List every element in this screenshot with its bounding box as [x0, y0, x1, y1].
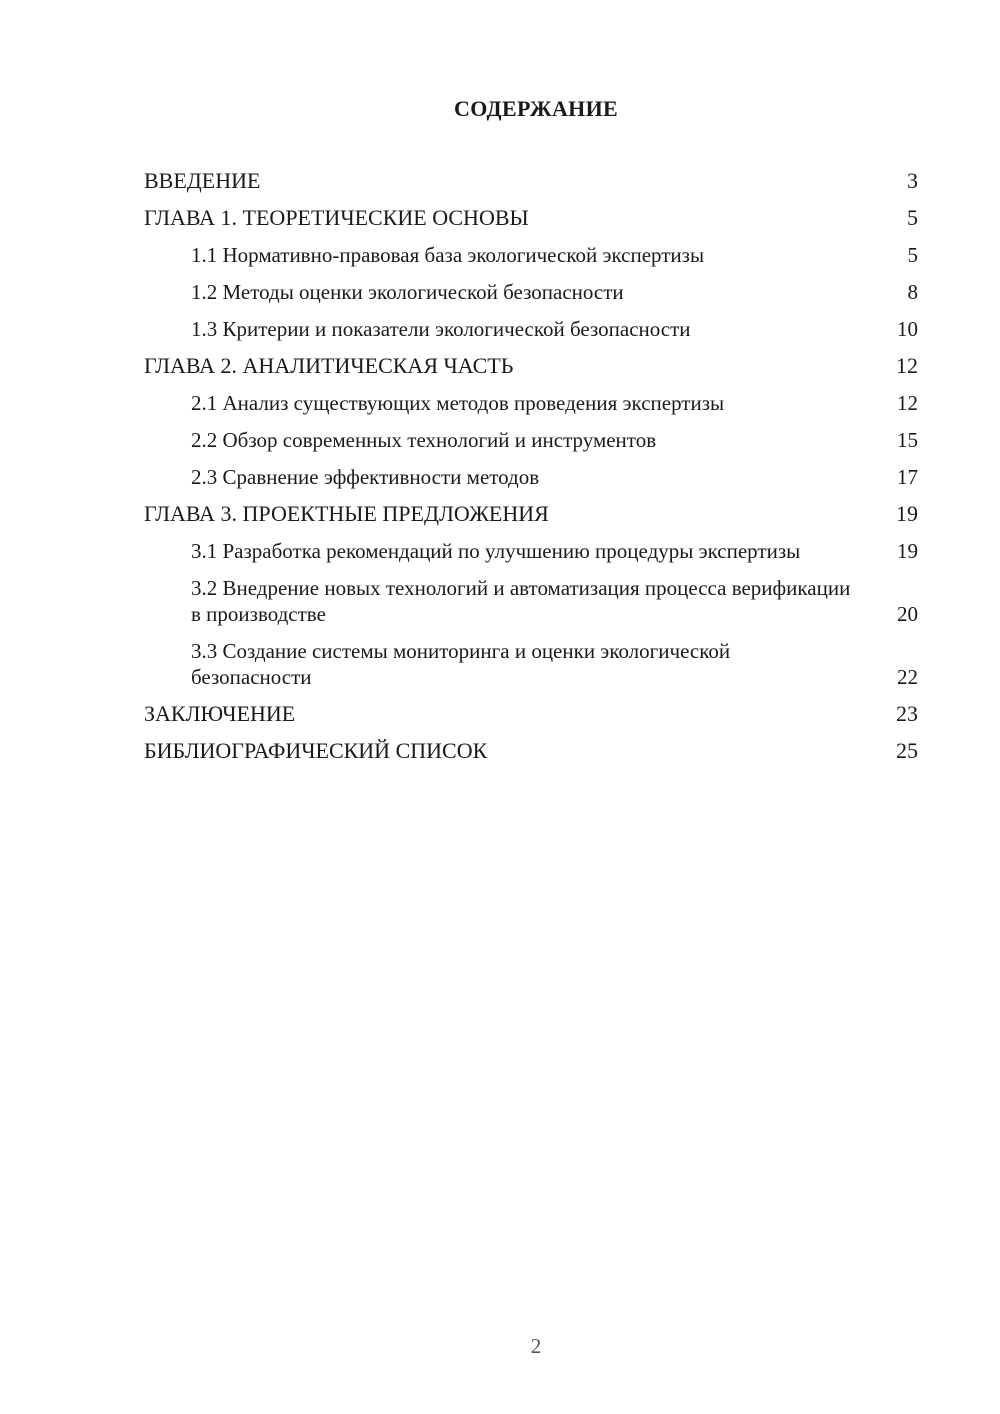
- toc-entry-section-3-1[interactable]: [144, 538, 918, 564]
- toc-entry-section-3-2[interactable]: [144, 575, 918, 627]
- toc-entry-section-2-2[interactable]: [144, 427, 918, 453]
- toc-entry-label: 2.2 Обзор современных технологий и инструментов: [191, 428, 657, 452]
- toc-entry-label: ГЛАВА 2. АНАЛИТИЧЕСКАЯ ЧАСТЬ: [144, 353, 514, 378]
- page-number: 2: [530, 1334, 542, 1358]
- toc-entry-section-3-3[interactable]: [144, 638, 918, 690]
- toc-entry-conclusion[interactable]: [144, 701, 918, 727]
- toc-entry-introduction[interactable]: [144, 168, 918, 194]
- toc-entry-label: 1.2 Методы оценки экологической безопасности: [191, 280, 624, 304]
- toc-entry-section-1-3[interactable]: [144, 316, 918, 342]
- toc-entry-section-1-1[interactable]: [144, 242, 918, 268]
- toc-entry-page: 23: [896, 701, 918, 726]
- toc-entry-page: 5: [907, 243, 918, 267]
- toc-entry-section-2-3[interactable]: [144, 464, 918, 490]
- toc-entry-section-1-2[interactable]: [144, 279, 918, 305]
- toc-entry-label: ГЛАВА 1. ТЕОРЕТИЧЕСКИЕ ОСНОВЫ: [144, 205, 529, 230]
- toc-entry-label: 3.3 Создание системы мониторинга и оценки экологической безопасности: [191, 639, 731, 689]
- toc-entry-label: 1.1 Нормативно-правовая база экологической экспертизы: [191, 243, 705, 267]
- toc-entry-label: 3.2 Внедрение новых технологий и автоматизация процесса верификации в производстве: [191, 576, 851, 626]
- toc-entry-page: 17: [897, 465, 918, 489]
- toc-entry-chapter-3[interactable]: [144, 501, 918, 527]
- toc-entry-page: 15: [897, 428, 918, 452]
- table-of-contents: [144, 168, 918, 775]
- toc-entry-page: 10: [897, 317, 918, 341]
- toc-entry-page: 19: [897, 539, 918, 563]
- toc-entry-page: 22: [897, 665, 918, 689]
- toc-entry-chapter-1[interactable]: [144, 205, 918, 231]
- toc-entry-label: ЗАКЛЮЧЕНИЕ: [144, 701, 296, 726]
- toc-entry-page: 3: [907, 168, 918, 193]
- toc-entry-page: 8: [907, 280, 918, 304]
- toc-entry-page: 12: [897, 391, 918, 415]
- toc-entry-page: 5: [907, 205, 918, 230]
- toc-entry-label: 2.1 Анализ существующих методов проведения экспертизы: [191, 391, 725, 415]
- toc-entry-bibliography[interactable]: [144, 738, 918, 764]
- toc-entry-label: 2.3 Сравнение эффективности методов: [191, 465, 540, 489]
- toc-entry-section-2-1[interactable]: [144, 390, 918, 416]
- toc-title: СОДЕРЖАНИЕ: [454, 96, 618, 121]
- toc-entry-label: 3.1 Разработка рекомендаций по улучшению процедуры экспертизы: [191, 539, 801, 563]
- toc-entry-page: 20: [897, 602, 918, 626]
- toc-entry-page: 25: [896, 738, 918, 763]
- toc-entry-label: ВВЕДЕНИЕ: [144, 168, 261, 193]
- toc-entry-label: БИБЛИОГРАФИЧЕСКИЙ СПИСОК: [144, 738, 488, 763]
- toc-entry-label: ГЛАВА 3. ПРОЕКТНЫЕ ПРЕДЛОЖЕНИЯ: [144, 501, 549, 526]
- toc-entry-chapter-2[interactable]: [144, 353, 918, 379]
- toc-entry-page: 12: [896, 353, 918, 378]
- toc-entry-page: 19: [896, 501, 918, 526]
- toc-entry-label: 1.3 Критерии и показатели экологической безопасности: [191, 317, 691, 341]
